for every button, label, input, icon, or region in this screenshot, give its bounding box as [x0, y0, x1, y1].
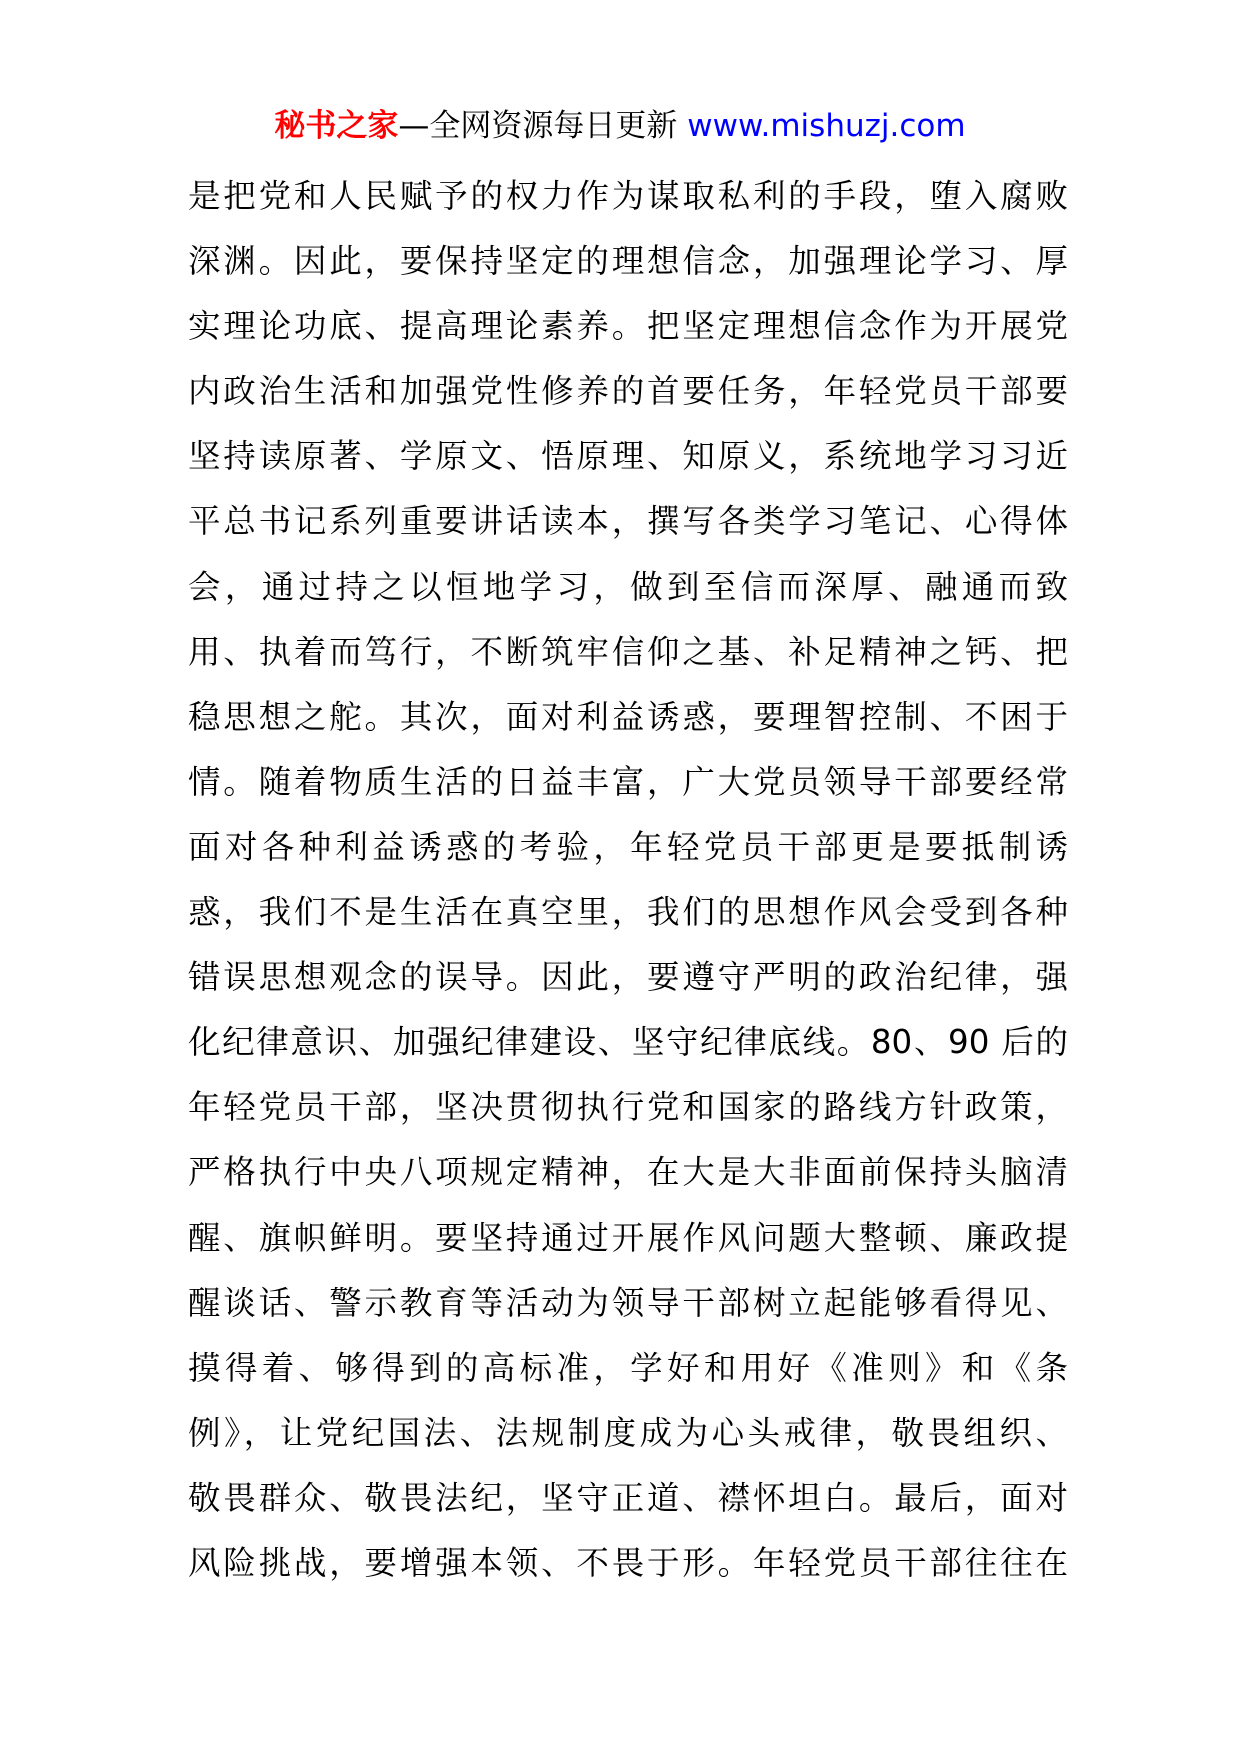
text-line: 摸得着、够得到的高标准，学好和用好《准则》和《条: [188, 1348, 1068, 1387]
brand-name: 秘书之家: [274, 108, 399, 144]
text-line: 会，通过持之以恒地学习，做到至信而深厚、融通而致: [188, 567, 1068, 606]
text-line: 醒、旗帜鲜明。要坚持通过开展作风问题大整顿、廉政提: [188, 1218, 1068, 1257]
body-paragraph: [188, 164, 1068, 1596]
text-line: 例》，让党纪国法、法规制度成为心头戒律，敬畏组织、: [188, 1413, 1068, 1452]
text-line: 稳思想之舵。其次，面对利益诱惑，要理智控制、不困于: [188, 697, 1068, 736]
text-line: 实理论功底、提高理论素养。把坚定理想信念作为开展党: [188, 307, 1068, 346]
text-line: 坚持读原著、学原文、悟原理、知原义，系统地学习习近: [188, 437, 1068, 476]
text-line: 内政治生活和加强党性修养的首要任务，年轻党员干部要: [188, 372, 1068, 411]
text-line: 年轻党员干部，坚决贯彻执行党和国家的路线方针政策，: [188, 1088, 1068, 1127]
text-line: 平总书记系列重要讲话读本，撰写各类学习笔记、心得体: [188, 502, 1068, 541]
text-line: 错误思想观念的误导。因此，要遵守严明的政治纪律，强: [188, 958, 1068, 997]
header-tagline: —全网资源每日更新: [398, 108, 678, 144]
text-line: 敬畏群众、敬畏法纪，坚守正道、襟怀坦白。最后，面对: [188, 1478, 1068, 1517]
text-line: 面对各种利益诱惑的考验，年轻党员干部更是要抵制诱: [188, 827, 1068, 866]
text-line: 风险挑战，要增强本领、不畏于形。年轻党员干部往往在: [188, 1543, 1068, 1582]
text-line: 惑，我们不是生活在真空里，我们的思想作风会受到各种: [188, 893, 1068, 932]
text-line: 化纪律意识、加强纪律建设、坚守纪律底线。80、90 后的: [188, 1023, 1068, 1062]
site-url-link[interactable]: www.mishuzj.com: [687, 108, 966, 144]
page-header: [0, 104, 1240, 148]
text-line: 深渊。因此，要保持坚定的理想信念，加强理论学习、厚: [188, 242, 1068, 281]
text-line: 醒谈话、警示教育等活动为领导干部树立起能够看得见、: [188, 1283, 1068, 1322]
text-line: 用、执着而笃行，不断筑牢信仰之基、补足精神之钙、把: [188, 632, 1068, 671]
text-line: 是把党和人民赋予的权力作为谋取私利的手段，堕入腐败: [188, 177, 1068, 215]
text-line: 情。随着物质生活的日益丰富，广大党员领导干部要经常: [188, 762, 1068, 801]
text-line: 严格执行中央八项规定精神，在大是大非面前保持头脑清: [188, 1153, 1068, 1192]
